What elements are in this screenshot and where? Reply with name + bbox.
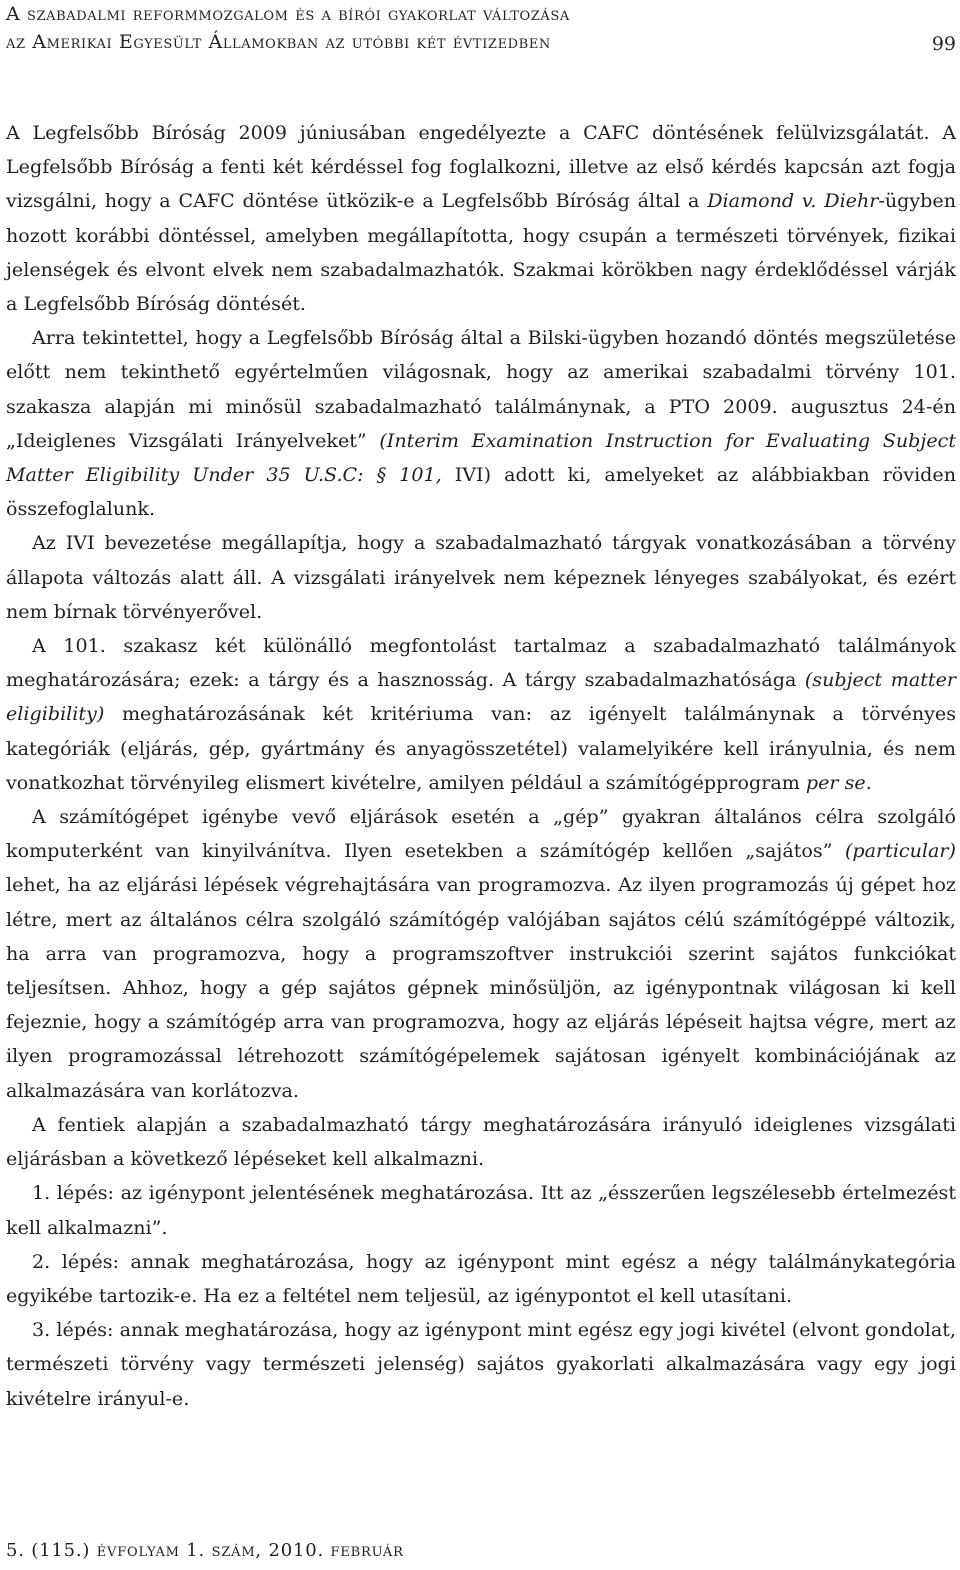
paragraph — [6, 321, 956, 526]
italic-span: per se. — [805, 770, 872, 794]
italic-span: (particular) — [844, 839, 956, 863]
paragraph — [6, 629, 956, 800]
paragraph — [6, 1313, 956, 1416]
header-line-1: A szabadalmi reformmozgalom és a bírói gyakorlat változása — [6, 3, 570, 25]
text-span: -ügyben hozott korábbi döntéssel, amelyben megállapította, hogy csupán a természeti törvények, fizikai jelenségek és elvont elvek nem szabadalmazhatók. Szakmai körökben nagy érdeklődéssel várják a Legfelsőbb Bíróság döntését. — [6, 189, 956, 316]
body-text — [6, 116, 956, 1416]
text-span: meghatározásának két kritériuma van: az igényelt találmánynak a törvényes kategóriák (eljárás, gép, gyártmány és anyagösszetétel) valamelyikére kell irányulnia, és nem vonatkozhat törvényileg elismert kivételre, amilyen például a számítógépprogram — [6, 702, 956, 794]
text-span: lehet, ha az eljárási lépések végrehajtására van programozva. Az ilyen programozás új gépet hoz létre, mert az általános célra szolgáló számítógép valójában sajátos célú számítógéppé változik, ha arra van programozva, hogy a programszoftver instrukciói szerint sajátos funkciókat teljesítsen. Ahhoz, hogy a gép sajátos gépnek minősüljön, az igénypontnak világosan ki kell fejeznie, hogy a számítógép arra van programozva, hogy az eljárás lépéseit hajtsa végre, mert az ilyen programozással létrehozott számítógépelemek sajátosan igényelt kombinációjának az alkalmazására van korlátozva. — [6, 873, 956, 1102]
text-span: Arra tekintettel, hogy a Legfelsőbb Bíróság által a Bilski-ügyben hozandó döntés megszületése előtt nem tekinthető egyértelműen világosnak, hogy az amerikai szabadalmi törvény 101. szakasza alapján mi minősül szabadalmazható találmánynak, a PTO 2009. augusztus 24-én „Ideiglenes Vizsgálati Irányelveket” — [6, 326, 956, 452]
paragraph — [6, 116, 956, 321]
text-span: 3. lépés: annak meghatározása, hogy az igénypont mint egész egy jogi kivétel (elvont gondolat, természeti törvény vagy természeti jelenség) sajátos gyakorlati alkalmazására vagy egy jogi kivételre irányul-e. — [6, 1318, 956, 1410]
text-span: 2. lépés: annak meghatározása, hogy az igénypont mint egész a négy találmánykategória egyikébe tartozik-e. Ha ez a feltétel nem teljesül, az igénypontot el kell utasítani. — [6, 1249, 956, 1307]
running-header — [6, 0, 956, 56]
header-line-2: az Amerikai Egyesült Államokban az utóbbi két évtizedben — [6, 31, 551, 53]
text-span: A 101. szakasz két különálló megfontolást tartalmaz a szabadalmazható találmányok meghatározására; ezek: a tárgy és a hasznosság. A tárgy szabadalmazhatósága — [6, 634, 956, 692]
text-span: 1. lépés: az igénypont jelentésének meghatározása. Itt az „ésszerűen legszélesebb értelmezést kell alkalmazni”. — [6, 1181, 956, 1239]
footer-issue-info: 5. (115.) évfolyam 1. szám, 2010. február — [6, 1540, 404, 1561]
text-span: IVI) adott ki, amelyeket az alábbiakban röviden összefoglalunk. — [6, 463, 956, 521]
paragraph — [6, 800, 956, 1108]
paragraph — [6, 526, 956, 629]
italic-span: Diamond v. Diehr — [707, 189, 879, 213]
paragraph — [6, 1108, 956, 1176]
text-span: Az IVI bevezetése megállapítja, hogy a szabadalmazható tárgyak vonatkozásában a törvény állapota változás alatt áll. A vizsgálati irányelvek nem képeznek lényeges szabályokat, és ezért nem bírnak törvényerővel. — [6, 531, 956, 623]
text-span: A számítógépet igénybe vevő eljárások esetén a „gép” gyakran általános célra szolgáló komputerként van kinyilvánítva. Ilyen esetekben a számítógép kellően „sajátos” — [6, 805, 956, 863]
text-span: A fentiek alapján a szabadalmazható tárgy meghatározására irányuló ideiglenes vizsgálati eljárásban a következő lépéseket kell alkalmazni. — [6, 1112, 956, 1171]
italic-span: (Interim Examination Instruction for Evaluating Subject Matter Eligibility Under 35 U.S.C: § 101, — [6, 428, 956, 487]
paragraph — [6, 1245, 956, 1313]
paragraph — [6, 1176, 956, 1244]
italic-span: (subject matter eligibility) — [6, 668, 956, 726]
text-span: A Legfelsőbb Bíróság 2009 júniusában engedélyezte a CAFC döntésének felülvizsgálatát. A Legfelsőbb Bíróság a fenti két kérdéssel fog foglalkozni, illetve az első kérdés kapcsán azt fogja vizsgálni, hogy a CAFC döntése ütközik-e a Legfelsőbb Bíróság által a — [6, 121, 956, 213]
page-number: 99 — [931, 33, 956, 55]
